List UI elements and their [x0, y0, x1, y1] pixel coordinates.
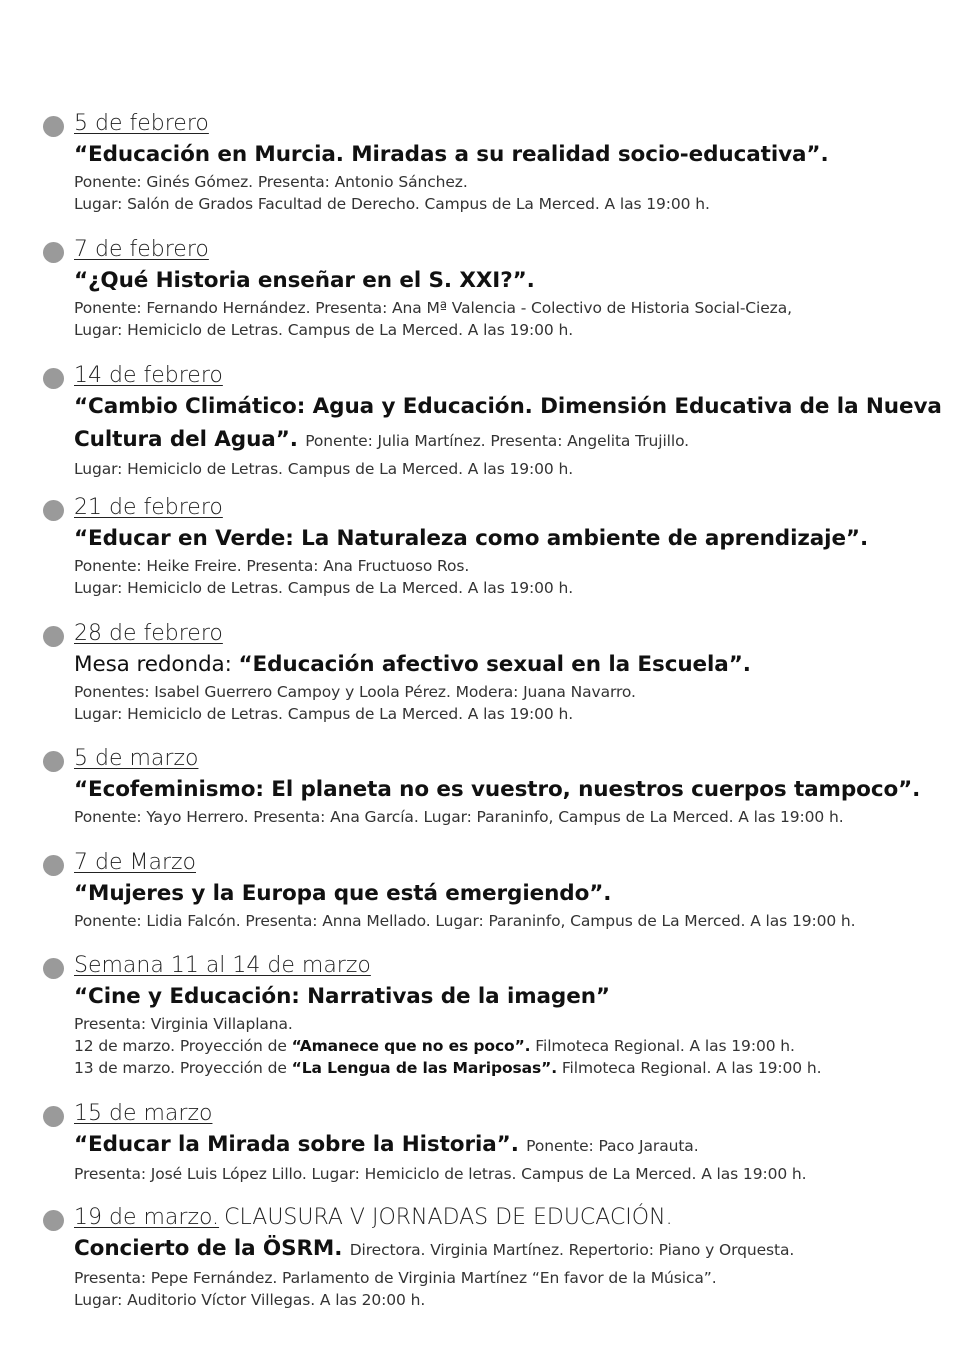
event-item	[74, 494, 934, 599]
event-title-part: Concierto de la ÖSRM.	[74, 1236, 343, 1261]
event-detail: Lugar: Hemiciclo de Letras. Campus de La Merced. A las 19:00 h.	[74, 321, 574, 339]
event-date: 7 de Marzo	[74, 850, 196, 875]
bullet-icon	[43, 116, 64, 137]
event-detail: Ponentes: Isabel Guerrero Campoy y Loola Pérez. Modera: Juana Navarro.	[74, 683, 636, 701]
event-item	[74, 236, 934, 341]
event-detail: Lugar: Auditorio Víctor Villegas. A las 20:00 h.	[74, 1291, 426, 1309]
event-title: “Cambio Climático: Agua y Educación. Dimensión Educativa de la Nueva	[74, 394, 942, 419]
event-title: “Educación en Murcia. Miradas a su realidad socio-educativa”.	[74, 142, 829, 167]
event-item	[74, 1204, 934, 1311]
screening-suffix: Filmoteca Regional. A las 19:00 h.	[530, 1037, 795, 1055]
event-item	[74, 1100, 934, 1185]
screening-prefix: 13 de marzo. Proyección de	[74, 1059, 292, 1077]
screening-suffix: Filmoteca Regional. A las 19:00 h.	[557, 1059, 822, 1077]
event-title: “Cine y Educación: Narrativas de la imagen”	[74, 984, 610, 1009]
bullet-icon	[43, 500, 64, 521]
event-item	[74, 952, 934, 1079]
event-item	[74, 362, 942, 480]
event-title	[74, 1128, 934, 1163]
screening-line	[74, 1035, 934, 1057]
event-title	[74, 1232, 934, 1267]
event-detail: Presenta: Pepe Fernández. Parlamento de Virginia Martínez “En favor de la Música”.	[74, 1269, 717, 1287]
event-detail: Ponente: Lidia Falcón. Presenta: Anna Mellado. Lugar: Paraninfo, Campus de La Merced. A las 19:00 h.	[74, 912, 856, 930]
event-title-prefix: Mesa redonda:	[74, 652, 239, 677]
event-detail: Lugar: Hemiciclo de Letras. Campus de La Merced. A las 19:00 h.	[74, 579, 574, 597]
film-title: “La Lengua de las Mariposas”.	[291, 1059, 558, 1077]
event-speaker: Directora. Virginia Martínez. Repertorio: Piano y Orquesta.	[349, 1241, 795, 1259]
event-date: 21 de febrero	[74, 495, 223, 520]
event-date: Semana 11 al 14 de marzo	[74, 953, 371, 978]
screening-line	[74, 1057, 934, 1079]
bullet-icon	[43, 1106, 64, 1127]
bullet-icon	[43, 855, 64, 876]
event-detail: Lugar: Hemiciclo de Letras. Campus de La Merced. A las 19:00 h.	[74, 705, 574, 723]
event-detail: Ponente: Yayo Herrero. Presenta: Ana García. Lugar: Paraninfo, Campus de La Merced. A las 19:00 h.	[74, 808, 844, 826]
bullet-icon	[43, 242, 64, 263]
event-title	[74, 648, 934, 681]
event-title: “Ecofeminismo: El planeta no es vuestro, nuestros cuerpos tampoco”.	[74, 777, 921, 802]
event-detail: Presenta: José Luis López Lillo. Lugar: Hemiciclo de letras. Campus de La Merced. A las 19:00 h.	[74, 1165, 807, 1183]
event-title: “Educar en Verde: La Naturaleza como ambiente de aprendizaje”.	[74, 526, 869, 551]
event-detail: Ponente: Fernando Hernández. Presenta: Ana Mª Valencia - Colectivo de Historia Social-Cieza,	[74, 299, 792, 317]
event-speaker: Ponente: Julia Martínez. Presenta: Angelita Trujillo.	[305, 432, 690, 450]
event-title: “¿Qué Historia enseñar en el S. XXI?”.	[74, 268, 535, 293]
event-closing-label: CLAUSURA V JORNADAS DE EDUCACIÓN.	[224, 1205, 673, 1230]
event-item	[74, 745, 934, 828]
screening-prefix: 12 de marzo. Proyección de	[74, 1037, 292, 1055]
event-item	[74, 620, 934, 725]
bullet-icon	[43, 368, 64, 389]
film-title: “Amanece que no es poco”.	[291, 1037, 531, 1055]
event-date: 5 de marzo	[74, 746, 199, 771]
event-title-part: Cultura del Agua”.	[74, 427, 298, 452]
bullet-icon	[43, 958, 64, 979]
event-date: 14 de febrero	[74, 363, 223, 388]
bullet-icon	[43, 1210, 64, 1231]
bullet-icon	[43, 626, 64, 647]
event-detail: Lugar: Hemiciclo de Letras. Campus de La Merced. A las 19:00 h.	[74, 460, 574, 478]
event-item	[74, 110, 934, 215]
event-title-continued	[74, 423, 934, 458]
event-detail: Ponente: Ginés Gómez. Presenta: Antonio Sánchez.	[74, 173, 468, 191]
event-detail: Ponente: Heike Freire. Presenta: Ana Fructuoso Ros.	[74, 557, 470, 575]
event-date-line	[74, 1204, 934, 1232]
event-detail: Lugar: Salón de Grados Facultad de Derecho. Campus de La Merced. A las 19:00 h.	[74, 195, 710, 213]
event-date: 15 de marzo	[74, 1101, 213, 1126]
event-title-part: “Educar la Mirada sobre la Historia”.	[74, 1132, 519, 1157]
event-title-part: “Educación afectivo sexual en la Escuela”.	[238, 652, 751, 677]
bullet-icon	[43, 751, 64, 772]
event-speaker: Ponente: Paco Jarauta.	[526, 1137, 699, 1155]
event-title: “Mujeres y la Europa que está emergiendo”.	[74, 881, 612, 906]
event-detail: Presenta: Virginia Villaplana.	[74, 1015, 293, 1033]
event-date: 19 de marzo.	[74, 1205, 220, 1230]
event-date: 5 de febrero	[74, 111, 209, 136]
event-item	[74, 849, 934, 932]
event-date: 28 de febrero	[74, 621, 223, 646]
event-date: 7 de febrero	[74, 237, 209, 262]
